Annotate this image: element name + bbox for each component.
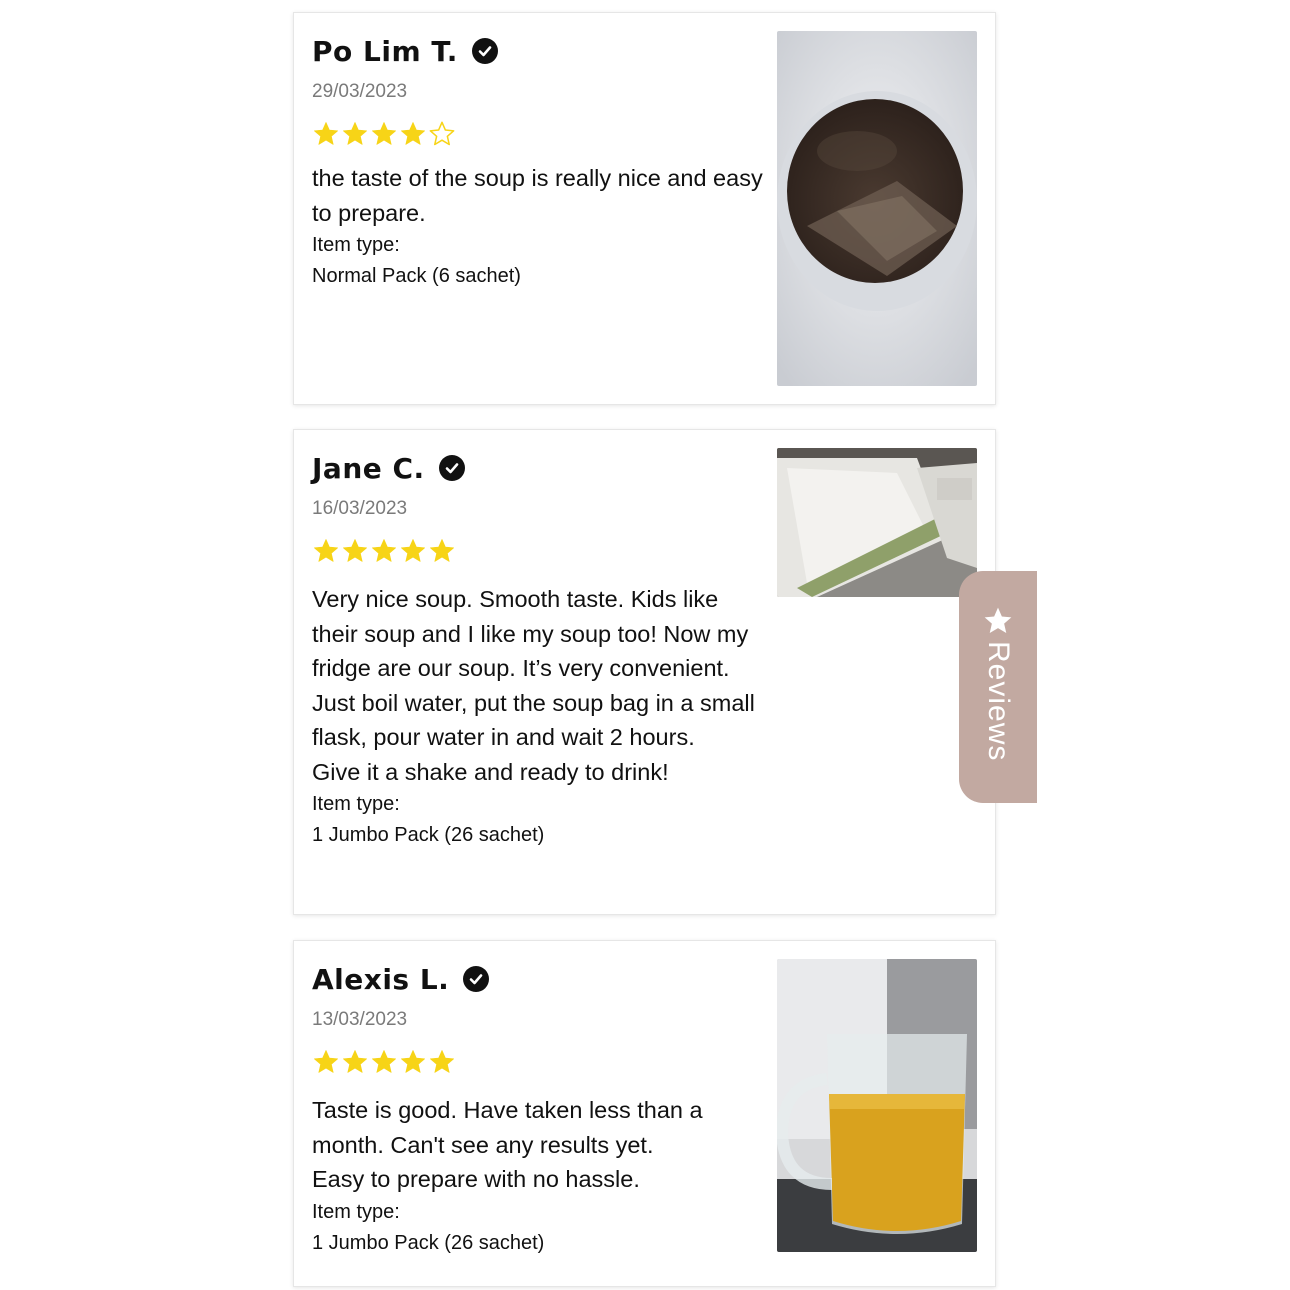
review-card	[293, 940, 996, 1287]
star-filled-icon	[399, 1048, 427, 1076]
review-text: Very nice soup. Smooth taste. Kids like their soup and I like my soup too! Now my fridge are our soup. It’s very convenient. Just boil water, put the soup bag in a small flask, pour water in and wait 2 hours. Give it a shake and ready to drink!	[312, 586, 755, 785]
review-card	[293, 429, 996, 915]
star-filled-icon	[370, 537, 398, 565]
star-filled-icon	[341, 537, 369, 565]
star-filled-icon	[428, 1048, 456, 1076]
reviewer-name: Alexis L.	[312, 962, 450, 996]
soup-packets-photo[interactable]	[777, 448, 977, 597]
review-text: Taste is good. Have taken less than a month. Can't see any results yet. Easy to prepare with no hassle.	[312, 1097, 703, 1192]
star-rating	[312, 534, 764, 568]
star-icon	[982, 605, 1014, 637]
review-text: the taste of the soup is really nice and easy to prepare.	[312, 165, 763, 226]
item-type-value: 1 Jumbo Pack (26 sachet)	[312, 1231, 545, 1254]
review-date: 29/03/2023	[312, 81, 408, 102]
star-filled-icon	[312, 1048, 340, 1076]
reviews-tab-label: Reviews	[982, 641, 1015, 762]
item-type-label: Item type:	[312, 234, 400, 256]
soup-mug-photo[interactable]	[777, 959, 977, 1252]
reviewer-name: Jane C.	[312, 451, 425, 485]
star-empty-icon	[428, 120, 456, 148]
star-filled-icon	[341, 1048, 369, 1076]
item-type-label: Item type:	[312, 793, 400, 815]
star-rating	[312, 117, 764, 151]
item-type-label: Item type:	[312, 1200, 400, 1223]
verified-check-icon	[472, 38, 498, 64]
star-filled-icon	[370, 120, 398, 148]
verified-check-icon	[463, 966, 489, 992]
star-filled-icon	[399, 120, 427, 148]
star-filled-icon	[312, 120, 340, 148]
review-date: 13/03/2023	[312, 1009, 408, 1030]
star-filled-icon	[428, 537, 456, 565]
reviewer-name: Po Lim T.	[312, 34, 458, 68]
star-filled-icon	[399, 537, 427, 565]
review-date: 16/03/2023	[312, 498, 408, 519]
soup-bowl-photo[interactable]	[777, 31, 977, 386]
star-filled-icon	[312, 537, 340, 565]
review-card	[293, 12, 996, 405]
star-filled-icon	[341, 120, 369, 148]
star-rating	[312, 1045, 764, 1079]
item-type-value: Normal Pack (6 sachet)	[312, 265, 521, 287]
reviews-tab-button[interactable]	[959, 571, 1037, 803]
star-filled-icon	[370, 1048, 398, 1076]
item-type-value: 1 Jumbo Pack (26 sachet)	[312, 824, 545, 846]
verified-check-icon	[439, 455, 465, 481]
